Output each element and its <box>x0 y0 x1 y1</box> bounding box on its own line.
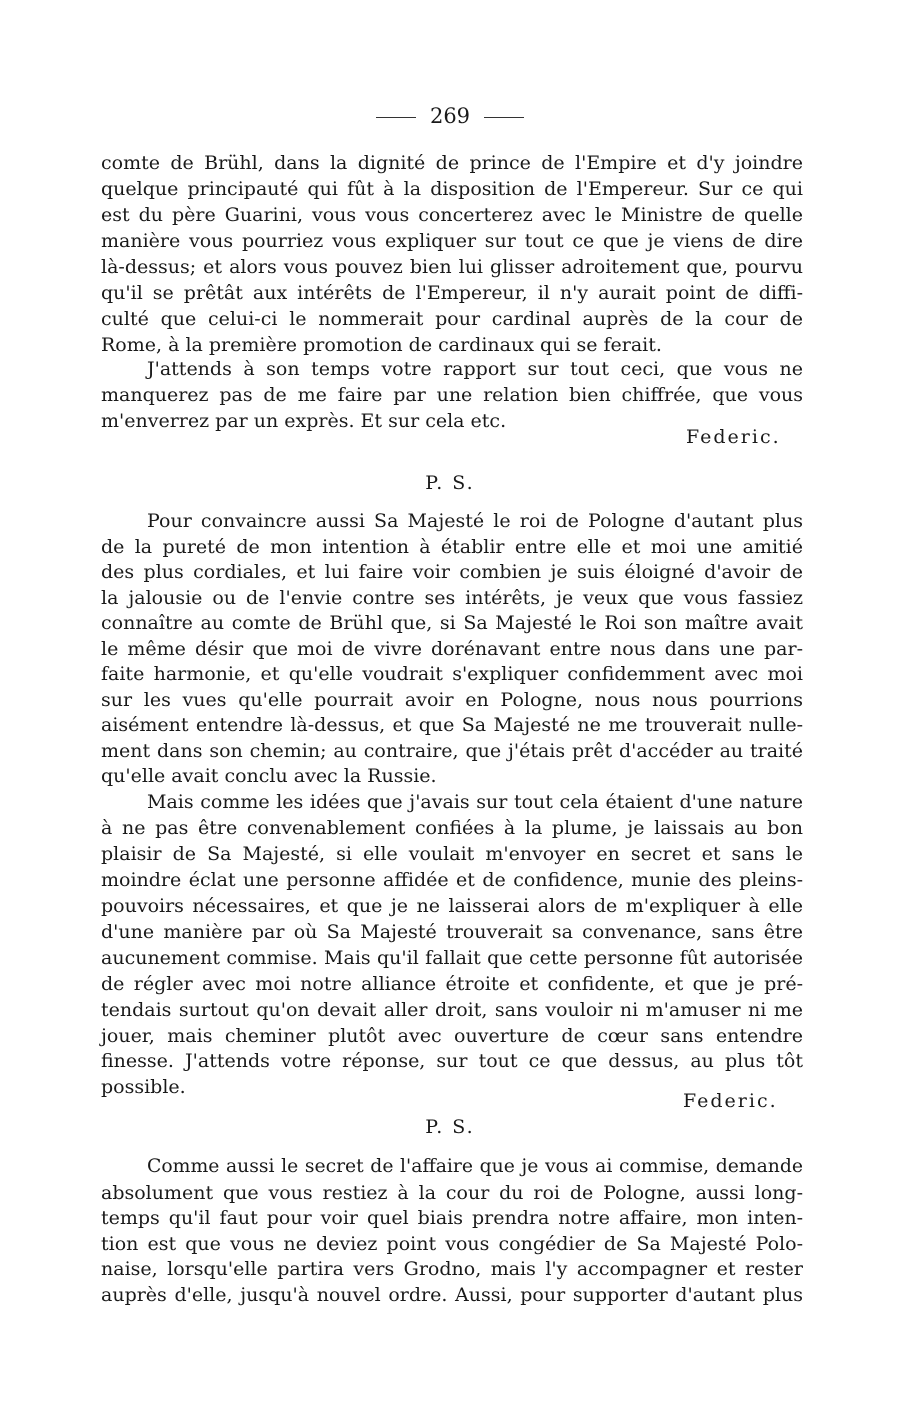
right-rule <box>484 117 524 118</box>
text-line: Mais comme les idées que j'avais sur tout cela étaient d'une nature <box>147 791 803 813</box>
text-line: Pour convaincre aussi Sa Majesté le roi de Pologne d'autant plus <box>147 510 803 532</box>
text-line: culté que celui-ci le nommerait pour cardinal auprès de la cour de <box>101 308 803 330</box>
text-line: la jalousie ou de l'envie contre ses intérêts, je veux que vous fassiez <box>101 587 803 609</box>
text-line: auprès d'elle, jusqu'à nouvel ordre. Aussi, pour supporter d'autant plus <box>101 1284 803 1306</box>
text-line: tendais surtout qu'on devait aller droit, sans vouloir ni m'amuser ni me <box>101 999 803 1021</box>
text-line: temps qu'il faut pour voir quel biais prendra notre affaire, mon inten- <box>101 1207 803 1229</box>
text-line: pouvoirs nécessaires, et que je ne laisserai alors de m'expliquer à elle <box>101 895 803 917</box>
signature: Federic. <box>683 1090 778 1112</box>
text-line: finesse. J'attends votre réponse, sur tout ce que dessus, au plus tôt <box>101 1050 803 1072</box>
page-number: 269 <box>429 104 471 128</box>
left-rule <box>376 117 416 118</box>
text-line: plaisir de Sa Majesté, si elle voulait m'envoyer en secret et sans le <box>101 843 803 865</box>
text-line: Comme aussi le secret de l'affaire que je vous ai commise, demande <box>147 1156 803 1177</box>
text-line: manière vous pourriez vous expliquer sur tout ce que je viens de dire <box>101 230 803 252</box>
signature: Federic. <box>686 426 781 448</box>
text-line: quelque principauté qui fût à la disposition de l'Empereur. Sur ce qui <box>101 178 803 200</box>
text-line: le même désir que moi de vivre dorénavant entre nous dans une par- <box>101 638 803 660</box>
text-line: aucunement commise. Mais qu'il fallait que cette personne fût autorisée <box>101 947 803 969</box>
text-line: à ne pas être convenablement confiées à la plume, je laissais au bon <box>101 817 803 839</box>
text-line: moindre éclat une personne affidée et de confidence, munie des pleins- <box>101 869 803 891</box>
ps-heading: P. S. <box>425 1116 475 1138</box>
page-number-header <box>0 104 900 128</box>
text-line: qu'il se prêtât aux intérêts de l'Empereur, il n'y aurait point de diffi- <box>101 282 803 304</box>
text-line: manquerez pas de me faire par une relation bien chiffrée, que vous <box>101 384 803 406</box>
text-line: sur les vues qu'elle pourrait avoir en Pologne, nous nous pourrions <box>101 689 803 711</box>
text-line: des plus cordiales, et lui faire voir combien je suis éloigné d'avoir de <box>101 561 803 583</box>
text-line: ment dans son chemin; au contraire, que j'étais prêt d'accéder au traité <box>101 740 803 762</box>
text-line: J'attends à son temps votre rapport sur tout ceci, que vous ne <box>147 358 803 380</box>
text-line: naise, lorsqu'elle partira vers Grodno, mais l'y accompagner et rester <box>101 1258 803 1280</box>
text-line: jouer, mais cheminer plutôt avec ouverture de cœur sans entendre <box>101 1025 803 1047</box>
text-line: m'enverrez par un exprès. Et sur cela etc. <box>101 410 507 432</box>
text-line: aisément entendre là-dessus, et que Sa Majesté ne me trouverait nulle- <box>101 714 803 736</box>
text-line: là-dessus; et alors vous pouvez bien lui glisser adroitement que, pourvu <box>101 256 803 278</box>
text-line: absolument que vous restiez à la cour du roi de Pologne, aussi long- <box>101 1182 803 1204</box>
text-line: est du père Guarini, vous vous concerterez avec le Ministre de quelle <box>101 204 803 226</box>
text-line: de la pureté de mon intention à établir entre elle et moi une amitié <box>101 536 803 558</box>
text-line: Rome, à la première promotion de cardinaux qui se ferait. <box>101 334 662 356</box>
ps-heading: P. S. <box>425 472 475 494</box>
text-line: connaître au comte de Brühl que, si Sa Majesté le Roi son maître avait <box>101 612 803 634</box>
text-line: qu'elle avait conclu avec la Russie. <box>101 765 437 787</box>
text-line: de régler avec moi notre alliance étroite et confidente, et que je pré- <box>101 973 803 995</box>
text-line: d'une manière par où Sa Majesté trouverait sa convenance, sans être <box>101 921 803 943</box>
text-line: comte de Brühl, dans la dignité de prince de l'Empire et d'y joindre <box>101 152 803 174</box>
text-line: tion est que vous ne deviez point vous congédier de Sa Majesté Polo- <box>101 1233 803 1255</box>
text-line: possible. <box>101 1076 186 1098</box>
text-line: faite harmonie, et qu'elle voudrait s'expliquer confidemment avec moi <box>101 663 803 685</box>
